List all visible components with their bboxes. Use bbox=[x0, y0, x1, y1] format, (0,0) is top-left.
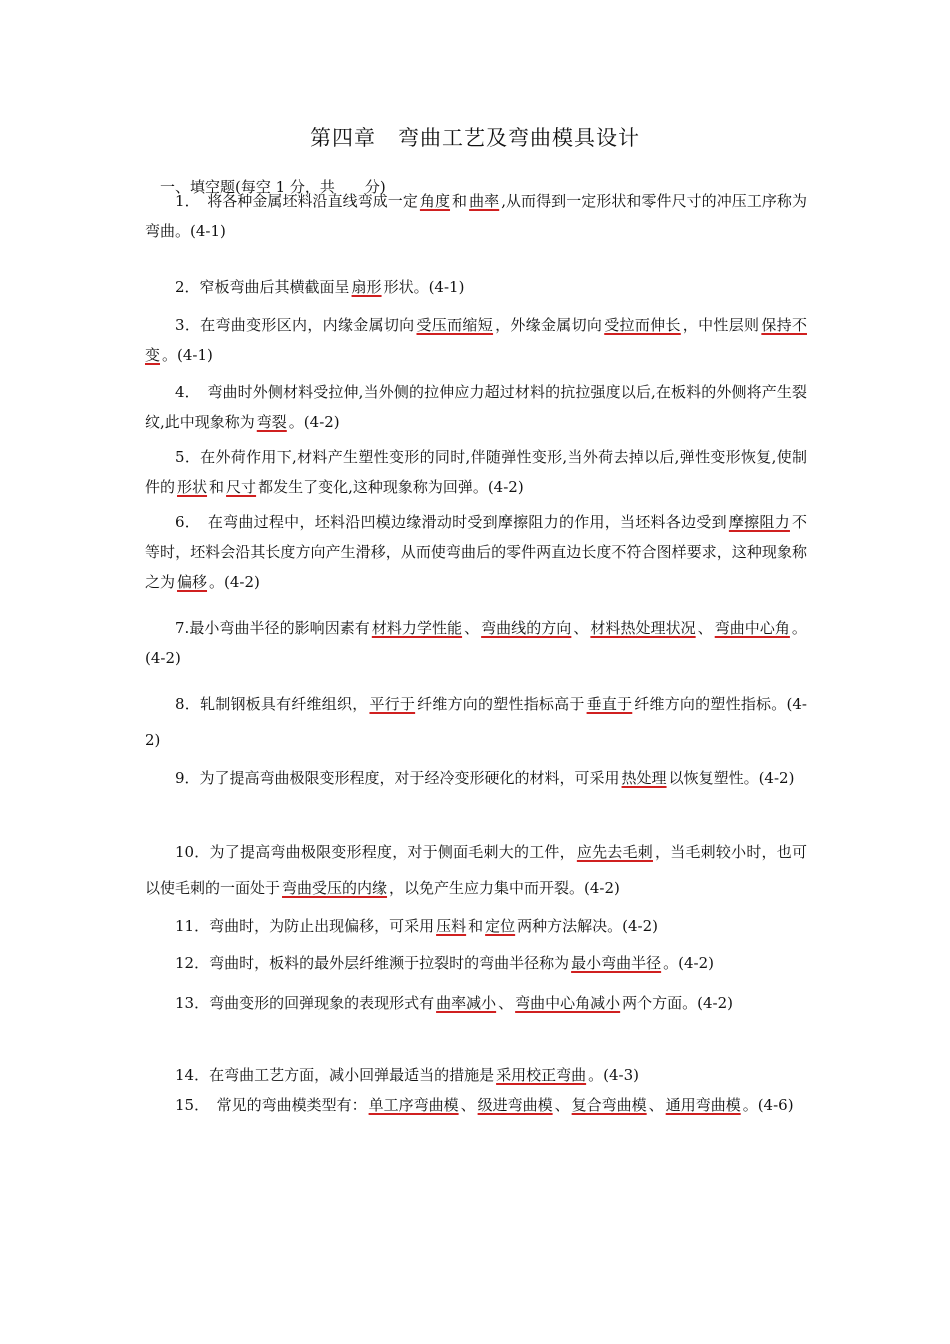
question-13: 13．弯曲变形的回弹现象的表现形式有 曲率减小 、 弯曲中心角减小 两个方面。(4-2) bbox=[175, 994, 734, 1012]
question-3: 3．在弯曲变形区内，内缘金属切向 受压而缩短 ，外缘金属切向 受拉而伸长 ，中性层则 保持不变 。(4-1) bbox=[145, 316, 807, 364]
answer-blank: 摩擦阻力 bbox=[728, 513, 790, 531]
question-4: 4． 弯曲时外侧材料受拉伸,当外侧的拉伸应力超过材料的抗拉强度以后,在板料的外侧将产生裂纹,此中现象称为 弯裂 。(4-2) bbox=[145, 383, 807, 431]
question-14: 14．在弯曲工艺方面，减小回弹最适当的措施是 采用校正弯曲 。(4-3) bbox=[175, 1066, 639, 1084]
answer-blank: 最小弯曲半径 bbox=[571, 954, 662, 972]
answer-blank: 弯曲中心角 bbox=[714, 619, 790, 637]
answer-blank: 材料热处理状况 bbox=[590, 619, 696, 637]
answer-blank: 材料力学性能 bbox=[371, 619, 463, 637]
answer-blank: 单工序弯曲模 bbox=[368, 1096, 459, 1114]
answer-blank: 垂直于 bbox=[586, 695, 633, 713]
answer-blank: 弯曲中心角减小 bbox=[515, 994, 621, 1012]
answer-blank: 角度 bbox=[419, 192, 451, 210]
page-title: 第四章 弯曲工艺及弯曲模具设计 bbox=[310, 126, 640, 150]
answer-blank: 受压而缩短 bbox=[416, 316, 494, 334]
answer-blank: 通用弯曲模 bbox=[665, 1096, 741, 1114]
question-6: 6． 在弯曲过程中，坯料沿凹模边缘滑动时受到摩擦阻力的作用，当坯料各边受到 摩擦阻力 不等时，坯料会沿其长度方向产生滑移，从而使弯曲后的零件两直边长度不符合图样要求，这种现象称之为 偏移 。(4-2) bbox=[145, 513, 807, 591]
question-1: 1． 将各种金属坯料沿直线弯成一定 角度 和 曲率 ,从而得到一定形状和零件尺寸的冲压工序称为弯曲。(4-1) bbox=[145, 192, 807, 240]
question-11: 11．弯曲时，为防止出现偏移，可采用 压料 和 定位 两种方法解决。(4-2) bbox=[175, 917, 659, 935]
answer-blank: 扇形 bbox=[351, 278, 382, 296]
section-heading: 一、填空题(每空 1 分，共 分) bbox=[160, 178, 386, 196]
answer-blank: 受拉而伸长 bbox=[604, 316, 681, 334]
answer-blank: 弯曲受压的内缘 bbox=[282, 879, 388, 897]
answer-blank: 采用校正弯曲 bbox=[496, 1066, 587, 1084]
answer-blank: 热处理 bbox=[621, 769, 667, 787]
answer-blank: 偏移 bbox=[177, 573, 208, 591]
answer-blank: 曲率 bbox=[469, 192, 500, 210]
question-8: 8．轧制钢板具有纤维组织， 平行于 纤维方向的塑性指标高于 垂直于 纤维方向的塑性指标。(4-2) bbox=[145, 695, 807, 749]
answer-blank: 曲率减小 bbox=[436, 994, 497, 1012]
question-5: 5．在外荷作用下,材料产生塑性变形的同时,伴随弹性变形,当外荷去掉以后,弹性变形恢复,使制件的 形状 和 尺寸 都发生了变化,这种现象称为回弹。(4-2) bbox=[145, 448, 807, 496]
answer-blank: 形状 bbox=[177, 478, 208, 496]
answer-blank: 压料 bbox=[436, 917, 467, 935]
answer-blank: 复合弯曲模 bbox=[571, 1096, 647, 1114]
answer-blank: 定位 bbox=[485, 917, 516, 935]
question-10: 10．为了提高弯曲极限变形程度，对于侧面毛刺大的工件， 应先去毛刺 ，当毛刺较小时，也可以使毛刺的一面处于 弯曲受压的内缘 ，以免产生应力集中而开裂。(4-2) bbox=[145, 843, 807, 897]
answer-blank: 弯裂 bbox=[256, 413, 287, 431]
answer-blank: 弯曲线的方向 bbox=[481, 619, 572, 637]
answer-blank: 尺寸 bbox=[226, 478, 257, 496]
question-2: 2．窄板弯曲后其横截面呈 扇形 形状。(4-1) bbox=[175, 278, 465, 296]
answer-blank: 保持不变 bbox=[145, 316, 807, 364]
answer-blank: 级进弯曲模 bbox=[477, 1096, 553, 1114]
question-12: 12．弯曲时，板料的最外层纤维濒于拉裂时的弯曲半径称为 最小弯曲半径 。(4-2) bbox=[175, 954, 714, 972]
question-7: 7.最小弯曲半径的影响因素有 材料力学性能 、 弯曲线的方向 、 材料热处理状况 、 弯曲中心角 。(4-2) bbox=[145, 619, 807, 667]
question-9: 9．为了提高弯曲极限变形程度，对于经冷变形硬化的材料，可采用 热处理 以恢复塑性。(4-2) bbox=[175, 769, 795, 787]
answer-blank: 平行于 bbox=[369, 695, 416, 713]
question-15: 15． 常见的弯曲模类型有： 单工序弯曲模 、 级进弯曲模 、 复合弯曲模 、 通用弯曲模 。(4-6) bbox=[175, 1096, 794, 1114]
answer-blank: 应先去毛刺 bbox=[576, 843, 653, 861]
